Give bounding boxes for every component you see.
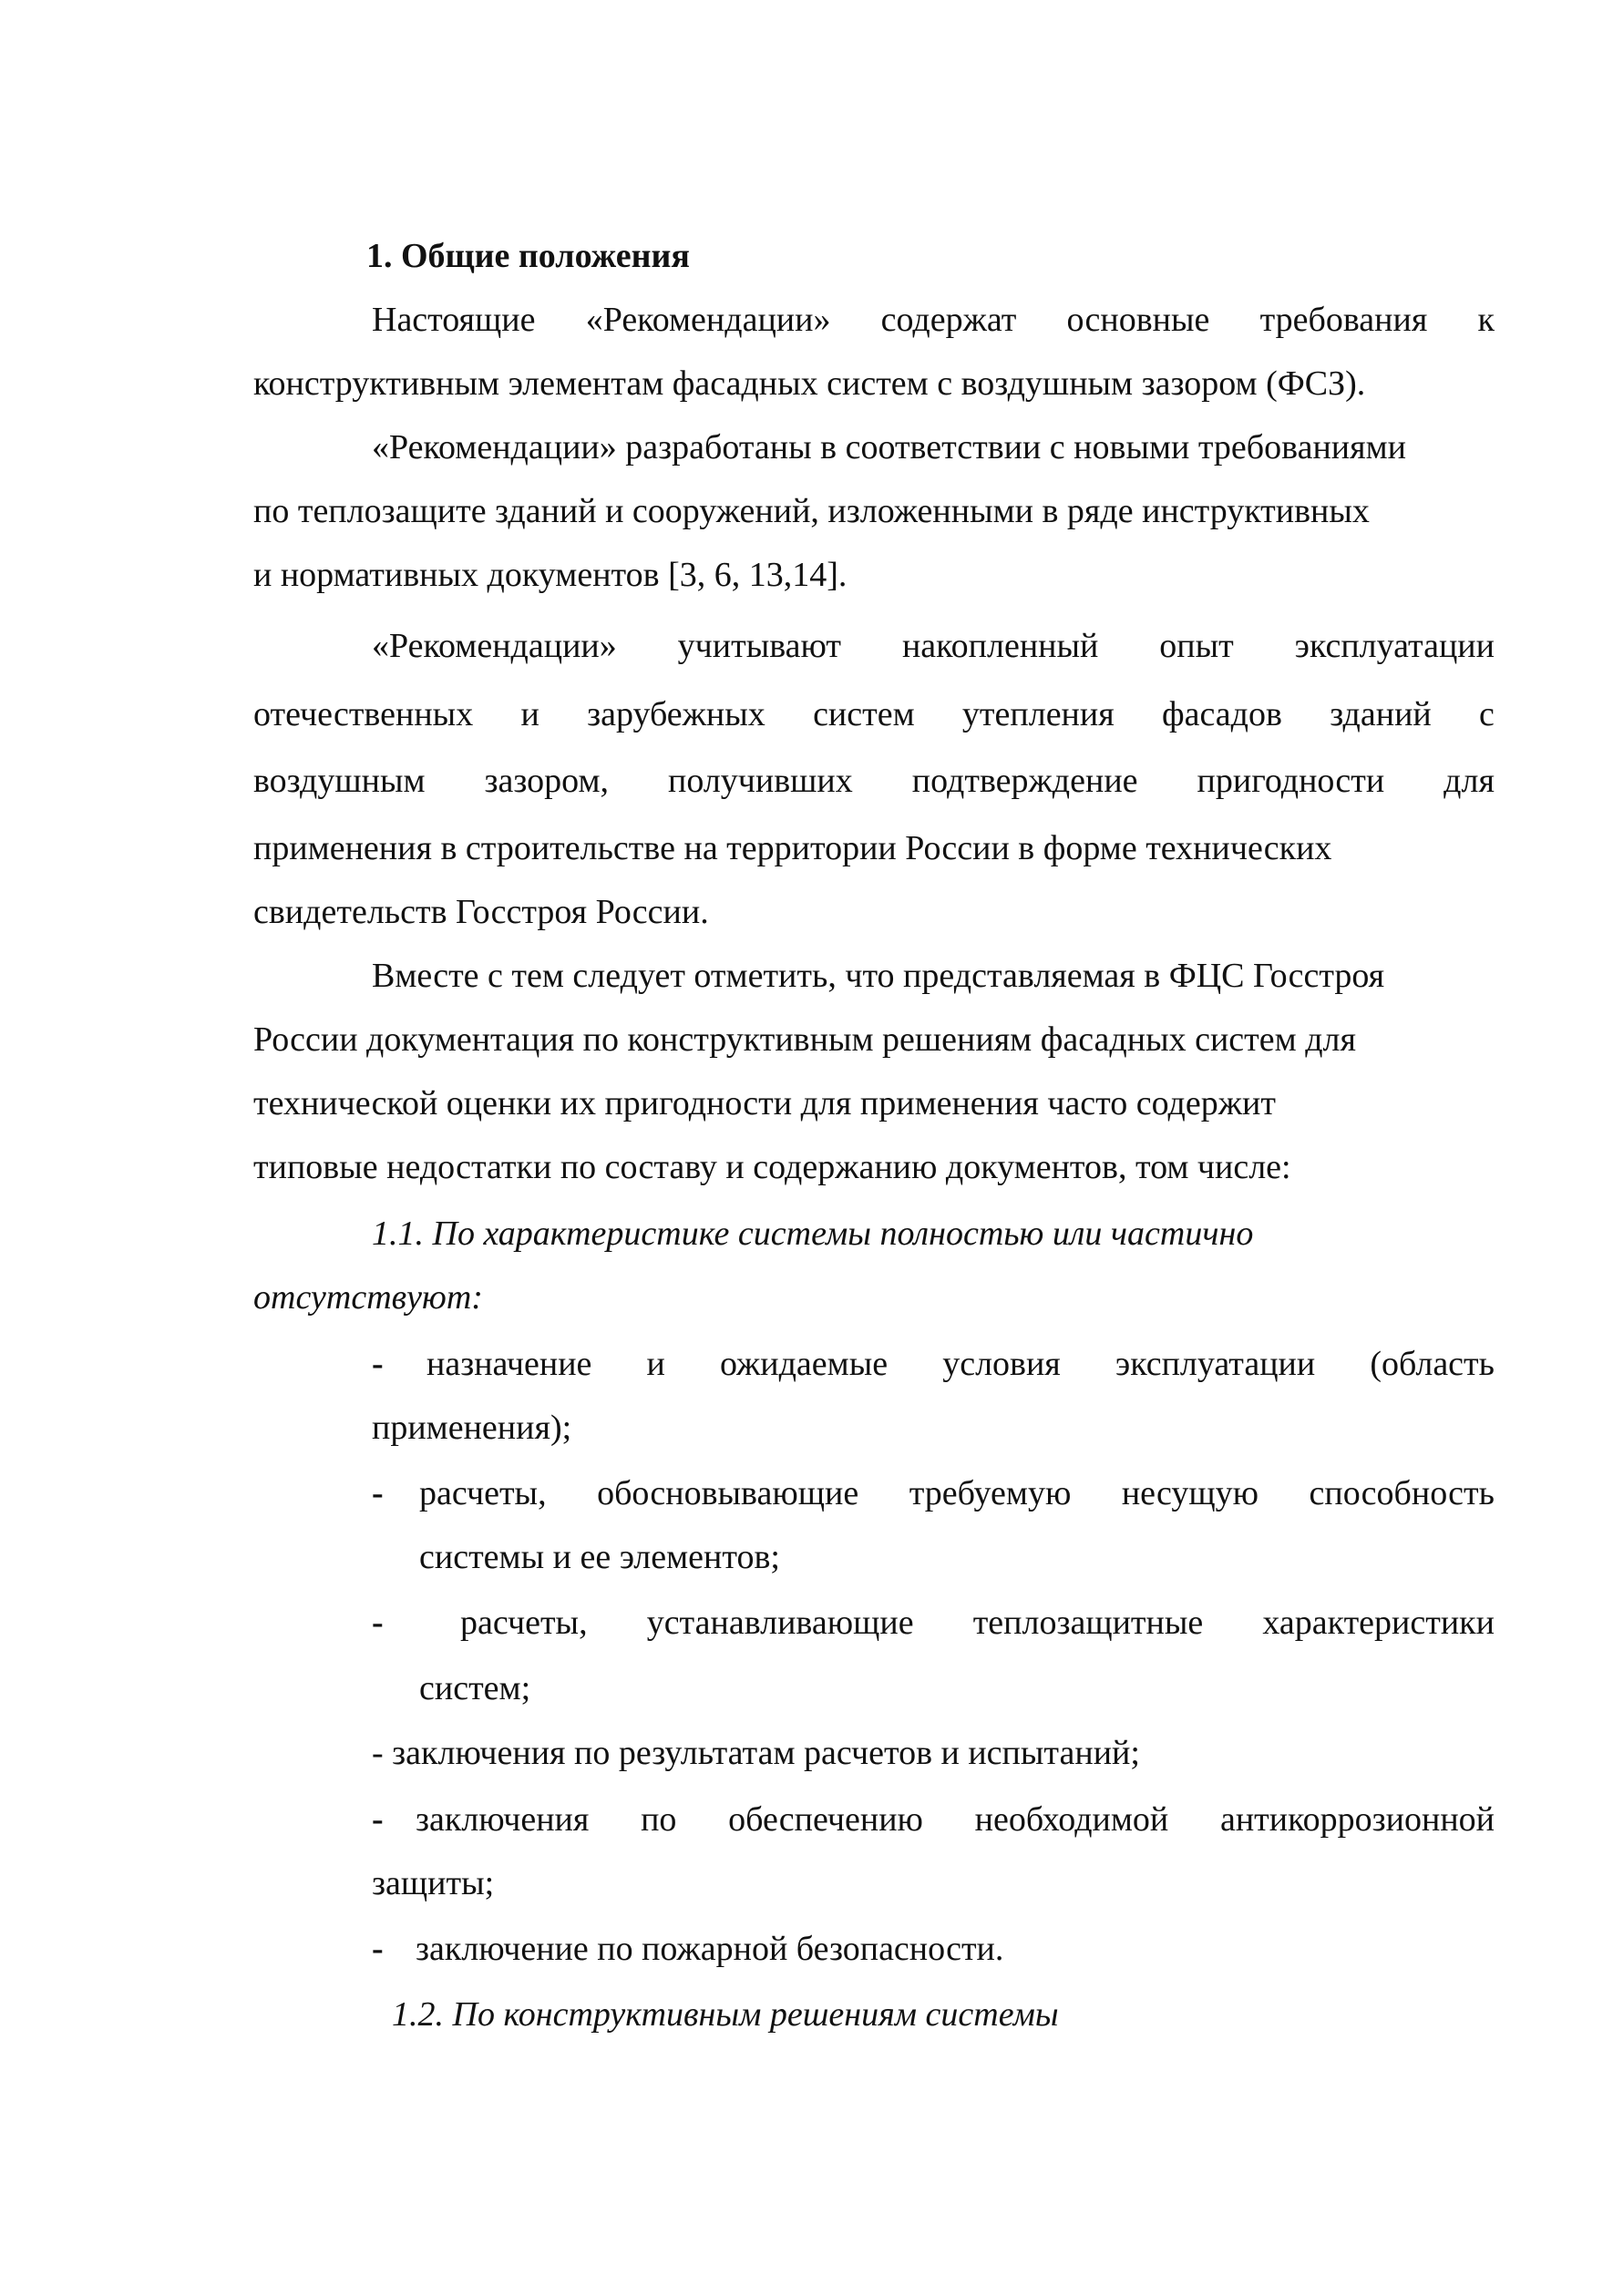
word: обеспечению (728, 1800, 923, 1839)
paragraph-4-line-4: типовые недостатки по составу и содержанию документов, том числе: (253, 1148, 1291, 1186)
word: заключения (416, 1800, 590, 1839)
word: «Рекомендации» (372, 627, 617, 665)
paragraph-2-line-2: по теплозащите зданий и сооружений, изложенными в ряде инструктивных (253, 492, 1370, 530)
word: фасадов (1161, 695, 1282, 733)
subsection-1-1-line-2: отсутствуют: (253, 1278, 483, 1317)
word: воздушным (253, 762, 426, 800)
word: антикоррозионной (1219, 1800, 1495, 1839)
paragraph-3-line-1 (372, 629, 1495, 663)
word: необходимой (974, 1800, 1169, 1839)
paragraph-2-line-1: «Рекомендации» разработаны в соответствии с новыми требованиями (372, 428, 1406, 466)
word: обосновывающие (597, 1474, 859, 1512)
paragraph-3-line-3 (253, 764, 1495, 798)
word: и (520, 695, 539, 733)
bullet-3-line-2: систем; (419, 1669, 531, 1707)
word: основные (1066, 301, 1210, 339)
word: утепления (961, 695, 1115, 733)
word: по (641, 1800, 677, 1839)
word: требуемую (909, 1474, 1072, 1512)
paragraph-4-line-3: технической оценки их пригодности для применения часто содержит (253, 1084, 1276, 1122)
word: содержат (880, 301, 1017, 339)
word: несущую (1121, 1474, 1259, 1512)
word: эксплуатации (1294, 627, 1495, 665)
subsection-1-2-line-1: 1.2. По конструктивным решениям системы (392, 1995, 1059, 2034)
word: систем (813, 695, 915, 733)
word: зданий (1330, 695, 1432, 733)
word: зарубежных (587, 695, 765, 733)
bullet-2-line-2: системы и ее элементов; (419, 1538, 780, 1576)
word: «Рекомендации» (585, 301, 831, 339)
bullet-3-line-1 (460, 1605, 1495, 1640)
bullet-dash: - (372, 1604, 384, 1642)
subsection-1-1-line-1: 1.1. По характеристике системы полностью или частично (372, 1215, 1254, 1253)
word: устанавливающие (646, 1604, 914, 1642)
paragraph-4-line-2: России документация по конструктивным решениям фасадных систем для (253, 1020, 1356, 1059)
paragraph-1-line-1 (372, 302, 1495, 337)
bullet-5-line-2: защиты; (372, 1864, 495, 1902)
word: опыт (1159, 627, 1234, 665)
bullet-dash: - (372, 1930, 384, 1968)
word: ожидаемые (719, 1345, 889, 1383)
bullet-dash: - (372, 1345, 384, 1383)
word: пригодности (1197, 762, 1385, 800)
word: (область (1370, 1345, 1495, 1383)
word: подтверждение (911, 762, 1138, 800)
bullet-dash: - (372, 1800, 384, 1839)
paragraph-2-line-3: и нормативных документов [3, 6, 13,14]. (253, 556, 848, 594)
word: накопленный (901, 627, 1099, 665)
bullet-1-line-1 (426, 1347, 1495, 1381)
bullet-2-line-1 (419, 1476, 1495, 1511)
word: учитывают (677, 627, 842, 665)
paragraph-3-line-5: свидетельств Госстроя России. (253, 893, 709, 931)
word: назначение (426, 1345, 592, 1383)
word: характеристики (1262, 1604, 1495, 1642)
word: расчеты, (460, 1604, 588, 1642)
word: способность (1309, 1474, 1495, 1512)
word: теплозащитные (972, 1604, 1204, 1642)
bullet-dash: - (372, 1474, 384, 1512)
word: требования (1259, 301, 1428, 339)
paragraph-3-line-2 (253, 697, 1495, 732)
word: Настоящие (372, 301, 536, 339)
word: к (1477, 301, 1495, 339)
word: эксплуатации (1115, 1345, 1316, 1383)
paragraph-4-line-1: Вместе с тем следует отметить, что представляемая в ФЦС Госстроя (372, 957, 1385, 995)
word: получивших (667, 762, 853, 800)
bullet-1-line-2: применения); (372, 1409, 572, 1447)
bullet-5-line-1 (416, 1802, 1495, 1837)
word: и (646, 1345, 665, 1383)
bullet-4-line-1: - заключения по результатам расчетов и испытаний; (372, 1734, 1140, 1772)
word: отечественных (253, 695, 474, 733)
word: зазором, (484, 762, 609, 800)
word: для (1443, 762, 1495, 800)
word: условия (942, 1345, 1061, 1383)
word: расчеты, (419, 1474, 547, 1512)
paragraph-3-line-4: применения в строительстве на территории России в форме технических (253, 829, 1332, 867)
word: с (1479, 695, 1495, 733)
bullet-6-line-1: заключение по пожарной безопасности. (416, 1930, 1004, 1968)
paragraph-1-line-2: конструктивным элементам фасадных систем с воздушным зазором (ФСЗ). (253, 364, 1366, 403)
section-heading: 1. Общие положения (366, 237, 690, 275)
